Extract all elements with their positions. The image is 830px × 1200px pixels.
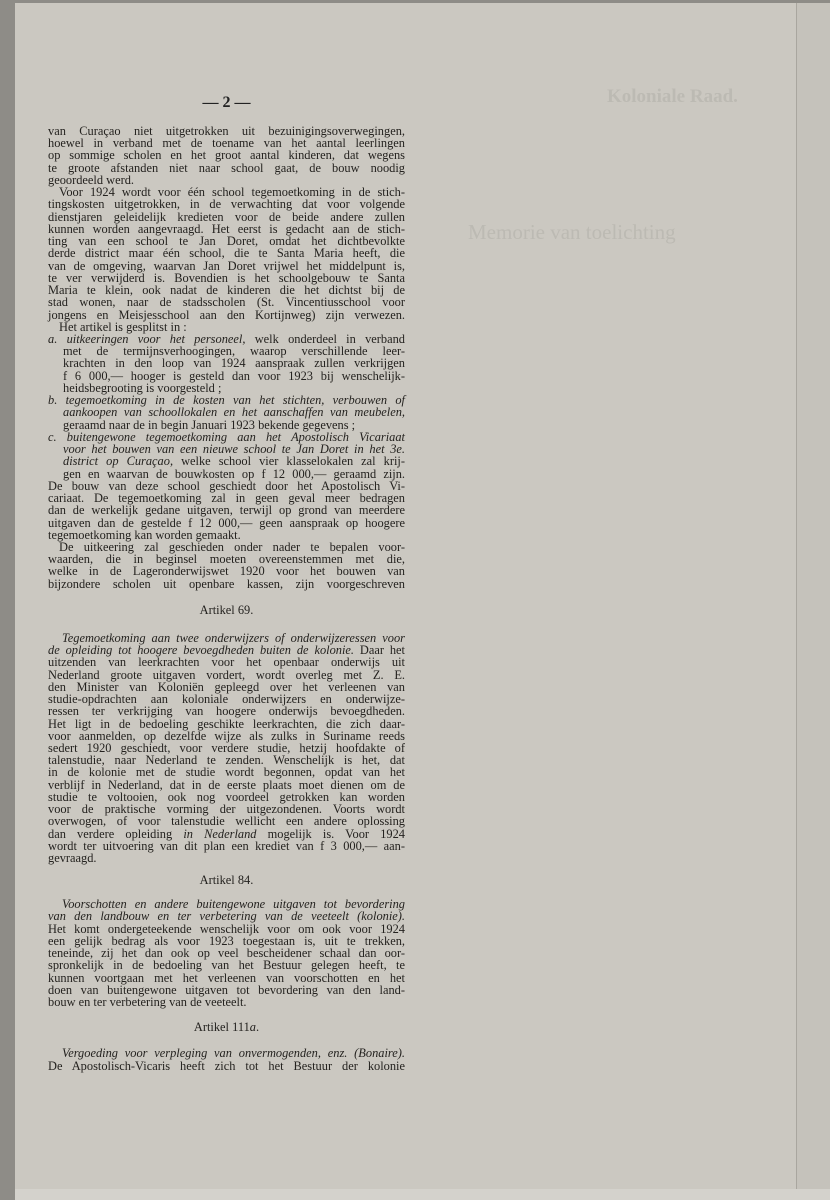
text-line: van Curaçao niet uitgetrokken uit bezuinigingsoverwegingen, [48, 124, 405, 138]
adjacent-page-edge [796, 3, 830, 1189]
text-span: Artikel 111 [193, 1020, 250, 1034]
text-line: voor de praktische vorming der uitgezondenen. Voorts wordt [48, 802, 405, 817]
text-line: uitgaven dan de gestelde f 12 000,— geen aanspraak op hoogere [48, 515, 405, 530]
text-span-italic: in Nederland [183, 826, 257, 841]
text-line: studie-opdrachten aan koloniale onderwijzers en onderwijze- [48, 692, 405, 707]
text-line: in de kolonie met de studie wordt begonnen, opdat van het [48, 765, 405, 780]
text-line: De uitkeering zal geschieden onder nader te bepalen voor- [59, 539, 405, 554]
text-line: wordt ter uitvoering van dit plan een krediet van f 3 000,— aan- [48, 838, 405, 853]
section-heading-artikel-111a [48, 1021, 405, 1034]
text-line: f 6 000,— hooger is gesteld dan voor 1923 bij wenschelijk- [63, 368, 405, 383]
text-line: bouw en ter verbetering van de veeteelt. [48, 995, 247, 1009]
text-line [48, 455, 405, 467]
page-bottom-margin [15, 1189, 830, 1200]
text-line: De Apostolisch-Vicaris heeft zich tot het Bestuur der kolonie [48, 1059, 405, 1073]
text-line: met de termijnsverhoogingen, waarop verschillende leer- [63, 344, 405, 359]
section-subject-line: Vergoeding voor verpleging van onvermogenden, enz. (Bonaire). [62, 1046, 405, 1060]
list-item-b: b. tegemoetkoming in de kosten van het stichten, verbouwen of [48, 393, 405, 408]
bleed-through-text: Memorie van toelichting [468, 220, 676, 244]
text-line: een gelijk bedrag als voor 1923 toegestaan is, uit te trekken, [48, 933, 405, 948]
section-heading-artikel-69: Artikel 69. [199, 603, 254, 617]
text-line: verblijf in Nederland, dat in de eerste plaats moet dienen om de [48, 777, 405, 792]
text-line: te groote afstanden niet naar school gaat, de bouw noodig [48, 160, 405, 175]
text-line: voor aanmelden, op dezelfde wijze als zulks in Suriname reeds [48, 728, 405, 743]
text-line: ting van een school te Jan Doret, omdat het dichtbevolkte [48, 234, 405, 249]
text-line: geoordeeld werd. [48, 172, 135, 187]
text-span: Daar het [354, 643, 405, 658]
text-span: welk onderdeel in verband [245, 331, 406, 346]
text-line: waarden, die in beginsel moeten overeenstemmen met die, [48, 552, 405, 567]
intro-text-block [48, 125, 405, 590]
text-line: stad wonen, naar de stadsscholen (St. Vincentiusschool voor [48, 295, 405, 310]
text-line: hoewel in verband met de toename van het aantal leerlingen [48, 136, 405, 151]
text-span-italic: a [249, 1020, 256, 1034]
text-line: Het ligt in de bedoeling geschikte leerkrachten, die zich daar- [48, 716, 405, 731]
text-line: Maria te klein, ook nadat de kinderen die het dichtst bij de [48, 283, 405, 298]
artikel-69-text-block [48, 632, 405, 864]
text-line: talenstudie, naar Nederland te zenden. Wenschelijk is het, dat [48, 753, 405, 768]
page-number: — 2 — [202, 94, 251, 111]
text-span: mogelijk is. Voor 1924 [256, 826, 406, 841]
text-line: welke in de Lageronderwijswet 1920 voor het bouwen van [48, 564, 405, 579]
section-heading-artikel-84: Artikel 84. [199, 873, 254, 887]
text-line: gevraagd. [48, 850, 97, 865]
artikel-111a-text-block [48, 1047, 405, 1073]
text-line: aankoopen van schoollokalen en het aanschaffen van meubelen, [63, 405, 405, 420]
text-line: ressen ter verkrijging van hoogere onderwijs bevoegdheden. [48, 704, 405, 719]
text-line: dan de werkelijk gedane uitgaven, terwijl op grond van meerdere [48, 503, 405, 518]
text-line: krachten in den loop van 1924 aanspraak zullen verkrijgen [63, 356, 405, 371]
text-line: gen en waarvan de bouwkosten op f 12 000,— geraamd zijn. [63, 466, 405, 481]
text-line: tingskosten uitgetrokken, in de verwachting dat voor volgende [48, 197, 405, 212]
text-line: overwogen, of voor talenstudie wellicht een andere oplossing [48, 814, 405, 829]
section-subject-line: Tegemoetkoming aan twee onderwijzers of onderwijzeressen voor [62, 631, 405, 645]
section-subject-line: Voorschotten en andere buitengewone uitgaven tot bevordering [62, 897, 405, 911]
text-span: dan verdere opleiding [48, 826, 184, 841]
text-line: Het komt ondergeteekende wenschelijk voor om ook voor 1924 [48, 921, 405, 936]
list-item-c: c. buitengewone tegemoetkoming aan het Apostolisch Vicariaat [48, 429, 405, 444]
text-line: Nederland groote uitgaven vordert, wordt overleg met Z. E. [48, 667, 405, 682]
text-span-italic: de opleiding tot hoogere bevoegdheden buiten de kolonie. [48, 643, 355, 658]
text-line: Voor 1924 wordt voor één school tegemoetkoming in de stich- [59, 185, 405, 200]
text-span-italic: district op Curaçao, [63, 454, 174, 469]
text-line: sedert 1920 geschiedt, voor verdere studie, hetzij hoofdakte of [48, 740, 405, 755]
text-line: tegemoetkoming kan worden gemaakt. [48, 527, 241, 542]
artikel-84-text-block [48, 898, 405, 1008]
text-line: doen van buitengewone uitgaven tot bevordering van den land- [48, 982, 405, 997]
list-item-a-title: a. uitkeeringen voor het personeel, [48, 331, 246, 346]
text-line: spronkelijk in de bedoeling van het Bestuur gelegen heeft, te [48, 958, 405, 973]
text-line: den Minister van Koloniën gepleegd over het verleenen van [48, 679, 405, 694]
text-line: voor het bouwen van een nieuwe school te Jan Doret in het 3e. [63, 442, 405, 457]
text-line: cariaat. De tegemoetkoming zal in geen geval meer bedragen [48, 491, 405, 506]
text-line: van de omgeving, waarvan Jan Doret vrijwel het middelpunt is, [48, 258, 405, 273]
text-span: welke school vier klasselokalen zal krij- [173, 454, 405, 469]
text-line: dienstjaren geleidelijk kredieten voor de beide andere zullen [48, 209, 405, 224]
section-subject-line: van den landbouw en ter verbetering van de veeteelt (kolonie). [48, 909, 405, 924]
text-line: De bouw van deze school geschiedt door het Apostolisch Vi- [48, 478, 405, 493]
text-line: derde district maar één school, die te Santa Maria heeft, die [48, 246, 405, 261]
text-line: op sommige scholen en het groot aantal kinderen, dat wegens [48, 148, 405, 163]
text-line: te ver verwijderd is. Bovendien is het schoolgebouw te Santa [48, 270, 405, 285]
text-line: teneinde, zij het dan ook op veel bescheidener schaal dan oor- [48, 946, 405, 960]
text-line: studie te voltooien, ook nog voordeel getrokken kan worden [48, 789, 405, 804]
text-line: kunnen voortgaan met het verleenen van voorschotten en het [48, 970, 405, 985]
text-line: uitzenden van leerkrachten voor het openbaar onderwijs uit [48, 655, 405, 670]
text-line: geraamd naar de in begin Januari 1923 bekende gegevens ; [63, 417, 356, 432]
text-line: kunnen worden aangevraagd. Het eerst is gedacht aan de stich- [48, 221, 405, 236]
text-span: . [255, 1020, 260, 1034]
text-line: bijzondere scholen uit openbare kassen, zijn voorgeschreven [48, 576, 405, 591]
text-line [48, 828, 405, 840]
bleed-through-text: Koloniale Raad. [607, 86, 738, 107]
text-line: heidsbegrooting is voorgesteld ; [63, 380, 222, 395]
text-line: jongens en Meisjesschool aan den Kortijnweg) zijn verwezen. [48, 307, 405, 322]
text-line: Het artikel is gesplitst in : [59, 319, 187, 334]
